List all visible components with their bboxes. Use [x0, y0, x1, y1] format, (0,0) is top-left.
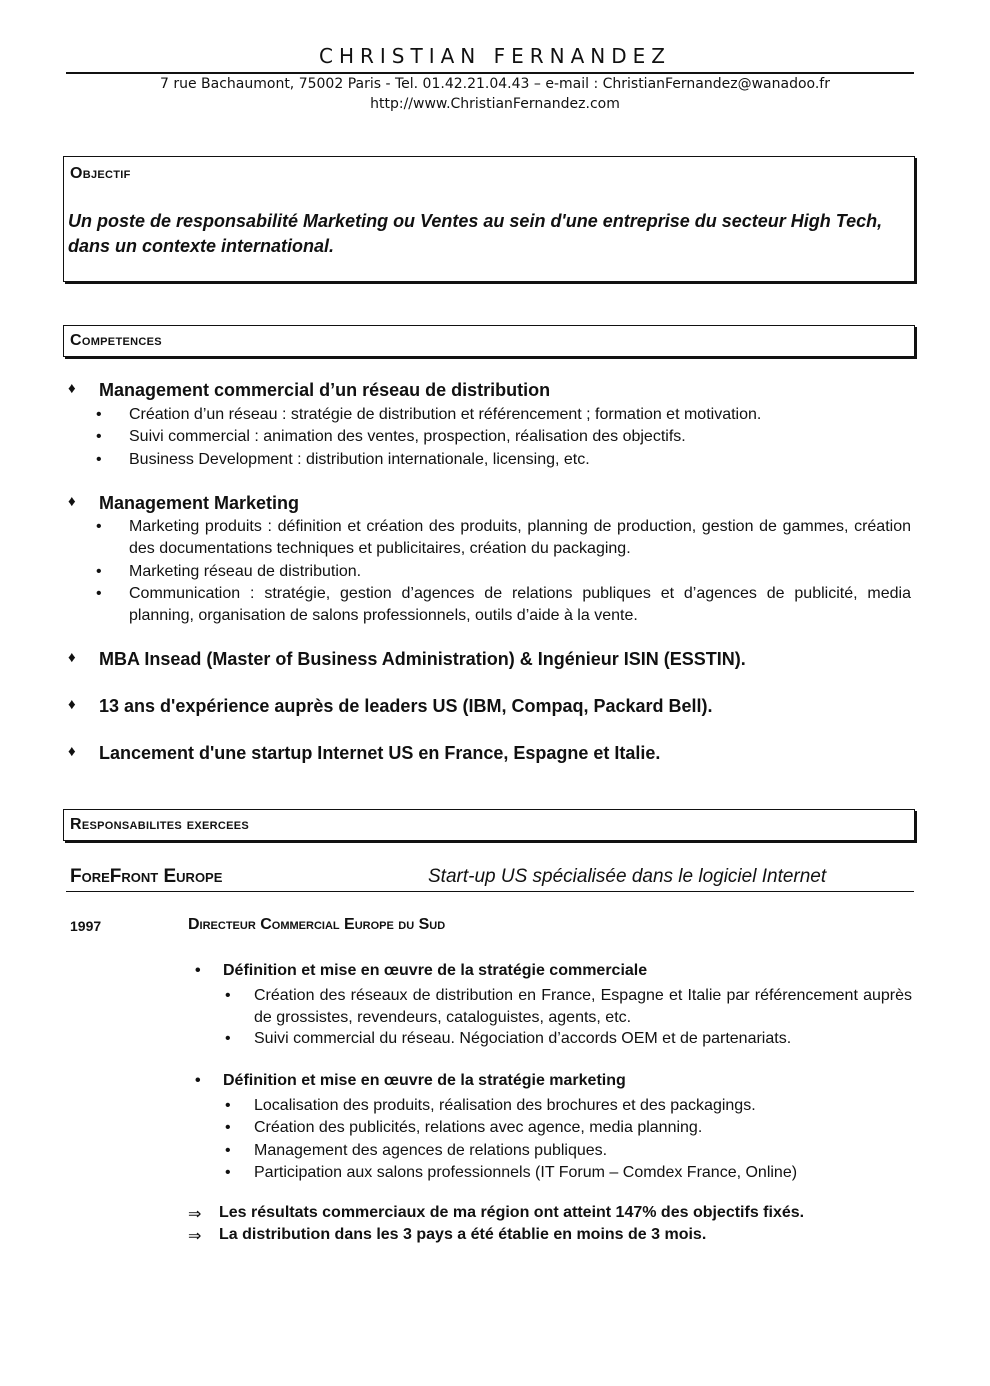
- responsibilities-title: Responsabilites exercees: [70, 816, 250, 833]
- website-link: http://www.ChristianFernandez.com: [370, 96, 620, 112]
- bullet-icon: •: [96, 451, 102, 468]
- bullet-icon: •: [225, 1030, 231, 1047]
- arrow-right-icon: ⇒: [188, 1228, 202, 1245]
- contact-line: 7 rue Bachaumont, 75002 Paris - Tel. 01.42.21.04.43 – e-mail : ChristianFernandez@wanadoo.fr: [159, 76, 830, 92]
- name-divider: [66, 72, 914, 74]
- diamond-bullet-icon: ♦: [68, 743, 76, 760]
- bullet-icon: •: [225, 1119, 231, 1136]
- objective-title: Objectif: [70, 165, 131, 182]
- bullet-icon: •: [96, 406, 102, 423]
- job-title: Directeur Commercial Europe du Sud: [188, 916, 446, 933]
- arrow-right-icon: ⇒: [188, 1206, 202, 1223]
- objective-section: [63, 156, 915, 282]
- competences-title: Competences: [70, 332, 162, 349]
- company-divider: [66, 891, 914, 892]
- objective-text: Un poste de responsabilité Marketing ou Ventes au sein d'une entreprise du secteur High Tech, dans un contexte international.: [68, 211, 883, 256]
- company-description: Start-up US spécialisée dans le logiciel Internet: [428, 866, 827, 887]
- bullet-icon: •: [225, 987, 231, 1004]
- bullet-icon: •: [96, 585, 102, 602]
- job-year: 1997: [70, 918, 102, 934]
- competences-section-header: [63, 325, 915, 357]
- company-name: ForeFront Europe: [70, 866, 223, 887]
- diamond-bullet-icon: ♦: [68, 380, 76, 397]
- responsibilities-section-header: [63, 809, 915, 841]
- diamond-bullet-icon: ♦: [68, 649, 76, 666]
- bullet-icon: •: [225, 1097, 231, 1114]
- bullet-icon: •: [195, 1072, 201, 1089]
- bullet-icon: •: [96, 563, 102, 580]
- bullet-icon: •: [195, 962, 201, 979]
- candidate-name: CHRISTIAN FERNANDEZ: [319, 44, 671, 68]
- bullet-icon: •: [225, 1164, 231, 1181]
- bullet-icon: •: [96, 428, 102, 445]
- diamond-bullet-icon: ♦: [68, 696, 76, 713]
- bullet-icon: •: [96, 518, 102, 535]
- diamond-bullet-icon: ♦: [68, 493, 76, 510]
- bullet-icon: •: [225, 1142, 231, 1159]
